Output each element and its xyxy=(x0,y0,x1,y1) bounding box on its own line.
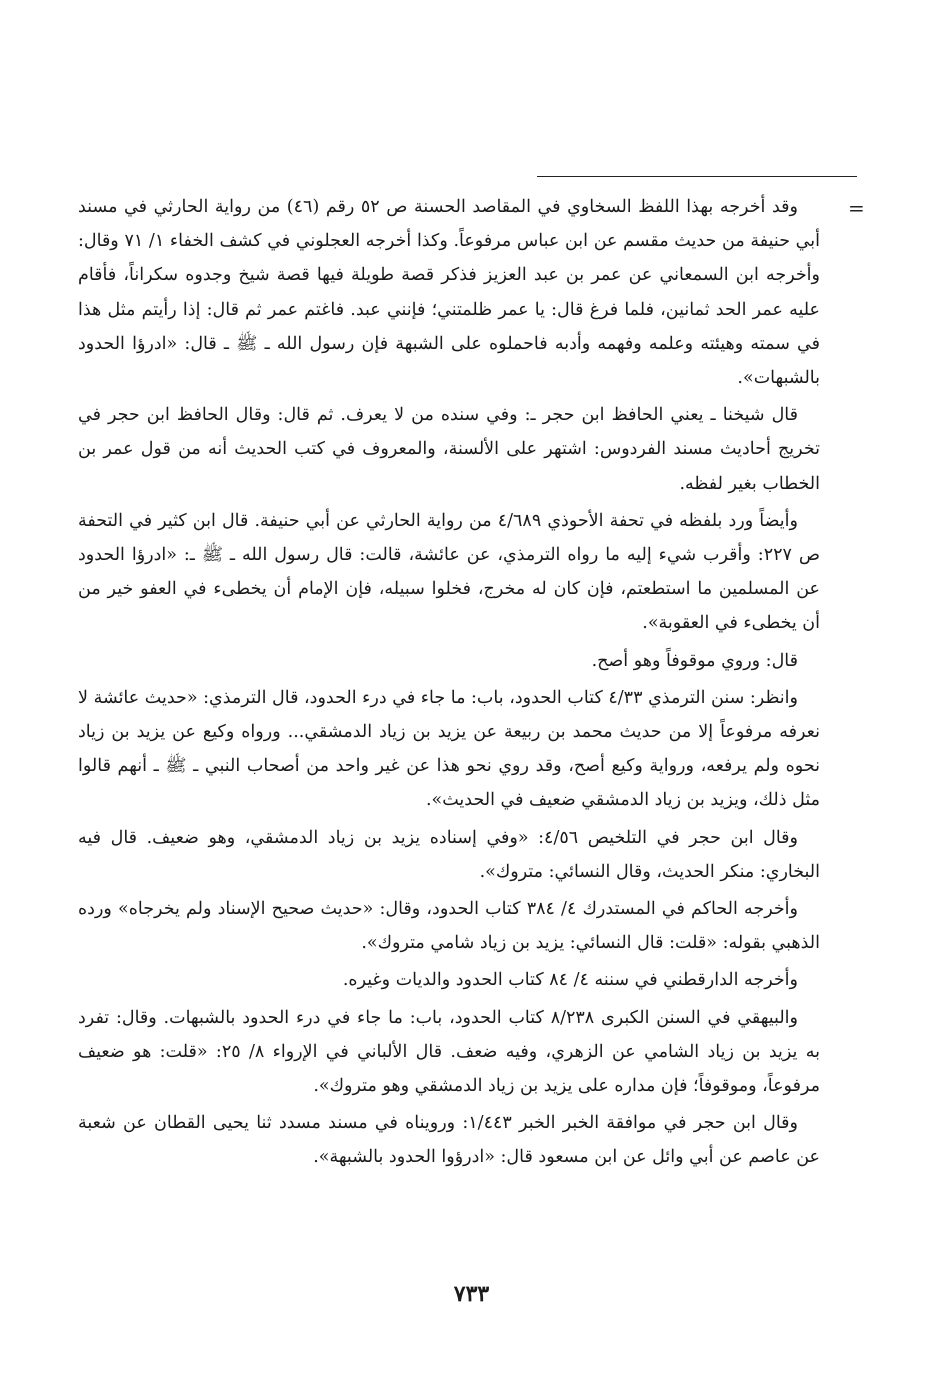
footnote-paragraph: وقال ابن حجر في التلخيص ٤/٥٦: «وفي إسناده يزيد بن زياد الدمشقي، وهو ضعيف. قال فيه البخاري: منكر الحديث، وقال النسائي: متروك». xyxy=(78,827,820,882)
footnote-separator-rule xyxy=(537,176,857,177)
footnote-paragraph: وانظر: سنن الترمذي ٤/٣٣ كتاب الحدود، باب: ما جاء في درء الحدود، قال الترمذي: «حديث عائشة لا نعرفه مرفوعاً إلا من حديث محمد بن ربيعة عن يزيد بن زياد الدمشقي... ورواه وكيع عن يزيد بن زياد نحوه ولم يرفعه، ورواية وكيع أصح، وقد روي نحو هذا عن غير واحد من أصحاب النبي ـ ﷺ ـ أنهم قالوا مثل ذلك، ويزيد بن زياد الدمشقي ضعيف في الحديث». xyxy=(78,687,820,811)
footnote-paragraph: وأخرجه الحاكم في المستدرك ٤/ ٣٨٤ كتاب الحدود، وقال: «حديث صحيح الإسناد ولم يخرجاه» ورده الذهبي بقوله: «قلت: قال النسائي: يزيد بن زياد شامي متروك». xyxy=(78,899,820,954)
footnote-paragraph: وقال ابن حجر في موافقة الخبر الخبر ١/٤٤٣: ورويناه في مسند مسدد ثنا يحيى القطان عن شعبة عن عاصم عن أبي وائل عن ابن مسعود قال: «ادرؤوا الحدود بالشبهة». xyxy=(78,1113,820,1168)
footnote-text-block xyxy=(78,190,820,1178)
footnote-paragraph: والبيهقي في السنن الكبرى ٨/٢٣٨ كتاب الحدود، باب: ما جاء في درء الحدود بالشبهات. وقال: تفرد به يزيد بن زياد الشامي عن الزهري، وفيه ضعف. قال الألباني في الإرواء ٨/ ٢٥: «قلت: هو ضعيف مرفوعاً، وموقوفاً؛ فإن مداره على يزيد بن زياد الدمشقي وهو متروك». xyxy=(78,1007,820,1097)
footnote-paragraph: وأيضاً ورد بلفظه في تحفة الأحوذي ٤/٦٨٩ من رواية الحارثي عن أبي حنيفة. قال ابن كثير في التحفة ص ٢٢٧: وأقرب شيء إليه ما رواه الترمذي، عن عائشة، قالت: قال رسول الله ـ ﷺ ـ: «ادرؤا الحدود عن المسلمين ما استطعتم، فإن كان له مخرج، فخلوا سبيله، فإن الإمام أن يخطىء في العفو خير من أن يخطىء في العقوبة». xyxy=(78,510,820,634)
footnote-paragraph: وأخرجه الدارقطني في سننه ٤/ ٨٤ كتاب الحدود والديات وغيره. xyxy=(342,970,798,991)
footnote-continuation-mark: = xyxy=(848,196,865,220)
page-number: ٧٣٣ xyxy=(453,1281,490,1307)
footnote-paragraph: قال شيخنا ـ يعني الحافظ ابن حجر ـ: وفي سنده من لا يعرف. ثم قال: وقال الحافظ ابن حجر في تخريج أحاديث مسند الفردوس: اشتهر على الألسنة، والمعروف في كتب الحديث أنه من قول عمر بن الخطاب بغير لفظه. xyxy=(78,405,820,494)
footnote-paragraph: قال: وروي موقوفاً وهو أصح. xyxy=(591,650,798,671)
footnote-paragraph: وقد أخرجه بهذا اللفظ السخاوي في المقاصد الحسنة ص ٥٢ رقم (٤٦) من رواية الحارثي في مسند أبي حنيفة من حديث مقسم عن ابن عباس مرفوعاً. وكذا أخرجه العجلوني في كشف الخفاء ١/ ٧١ وقال: وأخرجه ابن السمعاني عن عمر بن عبد العزيز فذكر قصة طويلة فيها قصة شيخ وجدوه سكراناً، فأقام عليه عمر الحد ثمانين، فلما فرغ قال: يا عمر ظلمتني؛ فإنني عبد. فاغتم عمر ثم قال: إذا رأيتم مثل هذا في سمته وهيئته وعلمه وفهمه وأدبه فاحملوه على الشبهة فإن رسول الله ـ ﷺ ـ قال: «ادرؤا الحدود بالشبهات». xyxy=(78,197,820,389)
